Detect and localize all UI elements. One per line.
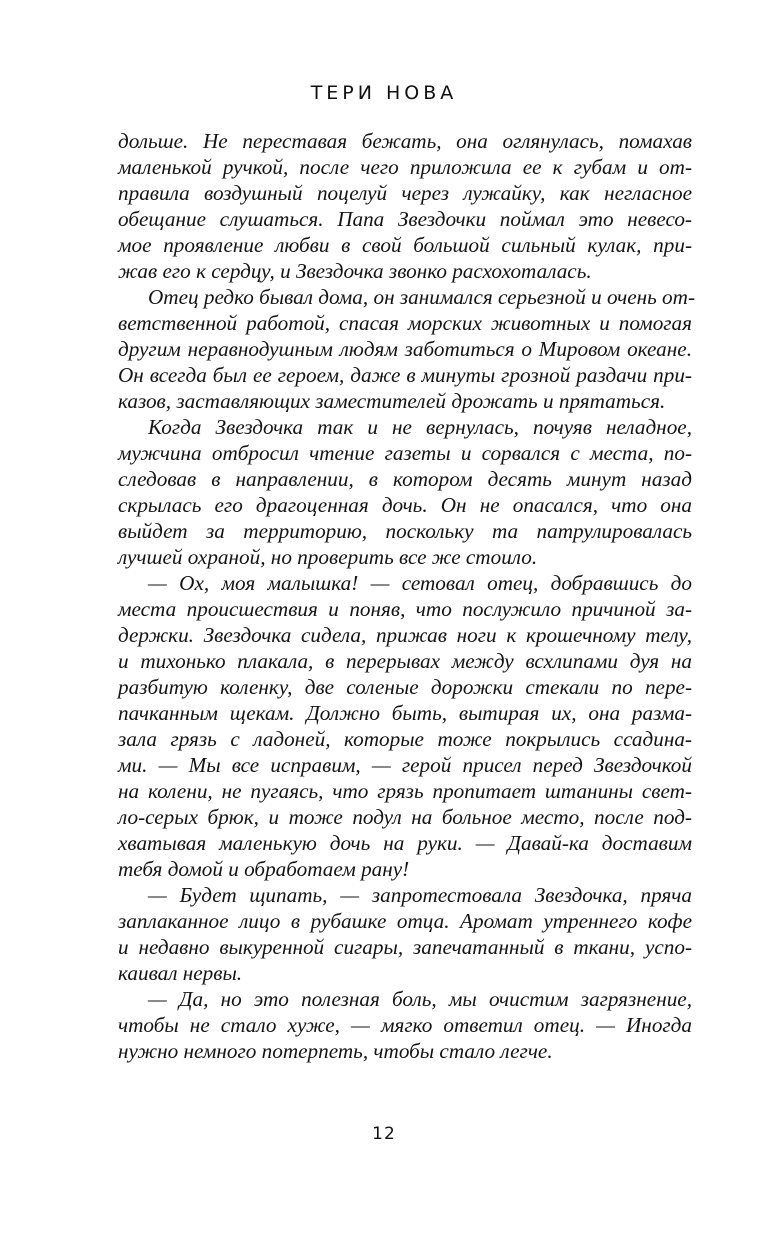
text-line: Когда Звездочка так и не вернулась, почуяв неладное, [148,415,692,439]
page-number: 12 [372,1124,396,1144]
text-line: каивал нервы. [118,961,243,985]
text-line: жав его к сердцу, и Звездочка звонко расхохоталась. [118,259,592,283]
text-line: и тихонько плакала, в перерывах между всхлипами дуя на [118,649,692,673]
text-line: ло-серых брюк, и тоже подул на больное место, после под- [118,805,692,829]
paragraph [118,414,692,570]
text-line: маленькой ручкой, после чего приложила ее к губам и от- [118,155,692,179]
text-line: — Будет щипать, — запротестовала Звездочка, пряча [148,883,692,907]
text-line: обещание слушаться. Папа Звездочки поймал это невесо- [118,207,692,231]
text-line: пачканным щекам. Должно быть, вытирая их, она размa- [118,701,692,725]
paragraph [118,570,692,882]
text-line: выйдет за территорию, поскольку та патрулировалась [118,519,692,543]
text-line: мое проявление любви в свой большой сильный кулак, при- [118,233,692,257]
text-line: — Да, но это полезная боль, мы очистим загрязнение, [148,987,692,1011]
text-line: Он всегда был ее героем, даже в минуты грозной раздачи при- [118,363,692,387]
paragraph [118,128,692,284]
text-line: скрылась его драгоценная дочь. Он не опасался, что она [118,493,692,517]
text-line: Отец редко бывал дома, он занимался серьезной и очень от- [148,285,696,309]
text-line: ми. — Мы все исправим, — герой присел перед Звездочкой [118,753,692,777]
paragraph [118,284,696,414]
text-line: зала грязь с ладоней, которые тоже покрылись ссадина- [118,727,692,751]
text-line: другим неравнодушным людям заботиться о Мировом океане. [118,337,692,361]
text-line: казов, заставляющих заместителей дрожать и прятаться. [118,389,666,413]
text-line: мужчина отбросил чтение газеты и сорвался с места, по- [118,441,692,465]
text-line: держки. Звездочка сидела, прижав ноги к крошечному телу, [118,623,692,647]
text-line: — Ох, моя малышка! — сетовал отец, добравшись до [148,571,692,595]
text-line: следовав в направлении, в котором десять минут назад [118,467,692,491]
text-line: хватывая маленькую дочь на руки. — Давай-ка доставим [118,831,692,855]
text-line: и недавно выкуренной сигары, запечатанный в ткани, успо- [118,935,692,959]
text-line: дольше. Не переставая бежать, она оглянулась, помахав [118,129,692,153]
running-head-author: ТЕРИ НОВА [310,82,458,104]
text-line: на колени, не пугаясь, что грязь пропитает штанины свет- [118,779,692,803]
text-line: места происшествия и поняв, что послужило причиной за- [118,597,692,621]
page-body-text [118,128,696,1064]
text-line: правила воздушный поцелуй через лужайку, как негласное [118,181,692,205]
text-line: ветственной работой, спасая морских животных и помогая [118,311,692,335]
paragraph [118,882,692,986]
text-line: тебя домой и обработаем рану! [118,857,410,881]
text-line: лучшей охраной, но проверить все же стоило. [118,545,538,569]
text-line: нужно немного потерпеть, чтобы стало легче. [118,1039,553,1063]
text-line: чтобы не стало хуже, — мягко ответил отец. — Иногда [118,1013,692,1037]
paragraph [118,986,692,1064]
text-line: заплаканное лицо в рубашке отца. Аромат утреннего кофе [118,909,692,933]
text-line: разбитую коленку, две соленые дорожки стекали по пере- [118,675,692,699]
